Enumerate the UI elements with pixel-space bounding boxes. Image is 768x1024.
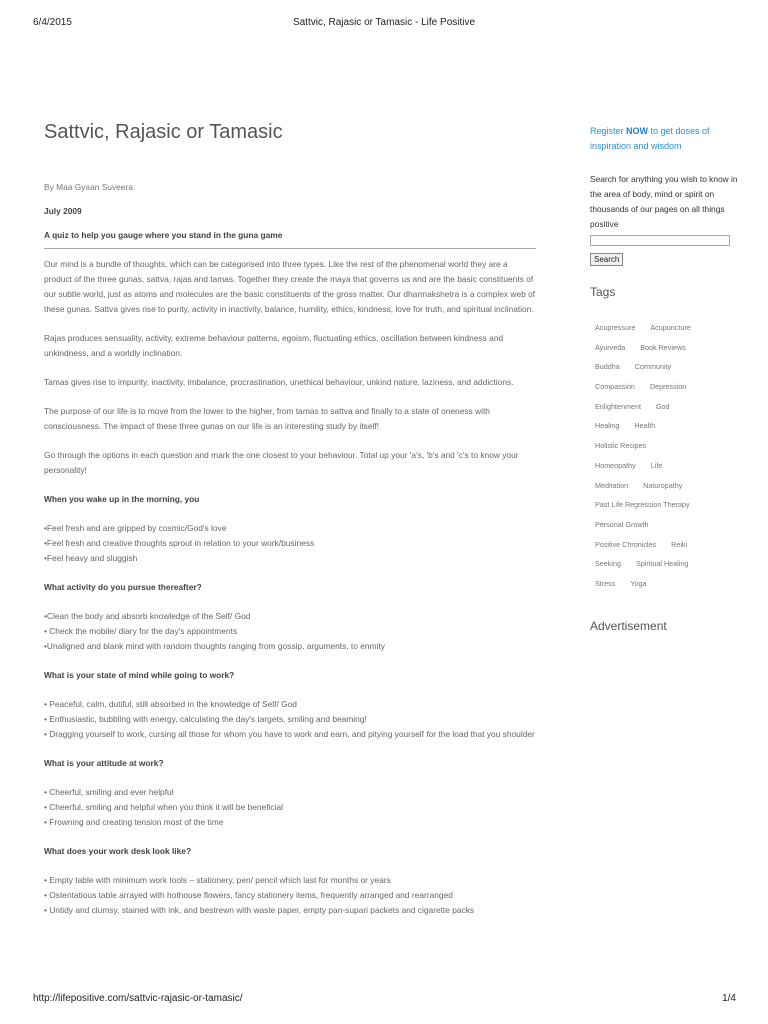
print-date: 6/4/2015 [33, 17, 72, 28]
quiz-option: • Check the mobile/ diary for the day's appointments [44, 626, 238, 636]
print-header [0, 17, 768, 31]
paragraph: Tamas gives rise to impurity, inactivity, imbalance, procrastination, unethical behaviour, unkind nature, laziness, and addictions. [44, 377, 514, 387]
quiz-question: What is your attitude at work? [44, 758, 164, 768]
tag-link[interactable]: Past Life Regression Therapy [595, 500, 690, 510]
search-description: Search for anything you wish to know in the area of body, mind or spirit on thousands of our pages on all things positive [590, 174, 738, 229]
quiz-option: • Ostentatious table arrayed with hothouse flowers, fancy stationery items, frequently arranged and rearranged [44, 890, 453, 900]
sidebar [590, 124, 740, 633]
tag-link[interactable]: Reiki [671, 539, 688, 549]
quiz-option: • Dragging yourself to work, cursing all those for whom you have to work and earn, and pitying yourself for the load that you shoulder [44, 729, 535, 739]
register-now-link[interactable]: NOW [626, 126, 649, 136]
quiz-option: •Feel fresh and creative thoughts sprout in relation to your work/business [44, 538, 315, 548]
tag-link[interactable]: Meditation [595, 480, 629, 490]
tag-link[interactable]: Homeopathy [595, 460, 636, 470]
tags-title: Tags [590, 285, 616, 299]
divider [44, 248, 536, 249]
quiz-option: •Feel fresh and are gripped by cosmic/God's love [44, 523, 227, 533]
tag-link[interactable]: Healing [595, 421, 620, 431]
register-prompt [590, 124, 740, 154]
register-prefix: Register [590, 126, 627, 136]
article-subtitle: A quiz to help you gauge where you stand in the guna game [44, 230, 283, 240]
tag-link[interactable]: Naturopathy [643, 480, 683, 490]
register-suffix: to get doses of inspiration and wisdom [590, 126, 710, 151]
paragraph: The purpose of our life is to move from the lower to the higher, from tamas to sattva and finally to a state of oneness with consciousness. The impact of these three gunas on our life is an interesting study by itself! [44, 406, 490, 431]
article-byline: By Maa Gyaan Suveera [44, 182, 133, 192]
quiz-option: •Unaligned and blank mind with random thoughts ranging from gossip, arguments, to enmity [44, 641, 385, 651]
tag-link[interactable]: Acupressure [595, 323, 636, 332]
print-page-number: 1/4 [722, 993, 736, 1004]
quiz-question: What is your state of mind while going to work? [44, 670, 235, 680]
paragraph: Rajas produces sensuality, activity, extreme behaviour patterns, egoism, fluctuating ethics, oscillation between kindness and unkindness, and a worldly inclination. [44, 333, 504, 358]
quiz-option: • Cheerful, smiling and ever helpful [44, 787, 174, 797]
quiz-options [44, 873, 536, 918]
tag-link[interactable]: Life [650, 460, 663, 470]
tag-link[interactable]: Stress [595, 578, 616, 588]
search-input[interactable] [590, 235, 730, 246]
tag-link[interactable]: God [655, 401, 670, 411]
print-url: http://lifepositive.com/sattvic-rajasic-or-tamasic/ [33, 993, 243, 1004]
tag-link[interactable]: Ayurveda [595, 342, 626, 352]
print-page-title: Sattvic, Rajasic or Tamasic - Life Positive [292, 17, 476, 28]
article-date: July 2009 [44, 206, 82, 216]
quiz-options [44, 609, 536, 654]
article-title: Sattvic, Rajasic or Tamasic [44, 121, 283, 143]
quiz-option: • Frowning and creating tension most of the time [44, 817, 224, 827]
tag-link[interactable]: Seeking [595, 559, 621, 569]
quiz-options [44, 785, 536, 830]
quiz-option: • Empty table with minimum work tools – stationery, pen/ pencil which last for months or years [44, 875, 391, 885]
tag-link[interactable]: Yoga [630, 578, 647, 588]
paragraph: Our mind is a bundle of thoughts, which can be categorised into three types. Like the rest of the phenomenal world they are a product of the three gunas, sattva, rajas and tamas. Together they create the maya that governs us and are the basic constituents of our subtle world, just as atoms and molecules are the basic constituents of the gross matter. Our dharmakshetra is a complex web of these gunas. Sattva gives rise to purity, activity in inactivity, balance, humility, ethics, kindness, love for truth, and spiritual inclination. [44, 259, 536, 314]
quiz-options [44, 697, 536, 742]
tag-link[interactable]: Depression [649, 382, 687, 392]
tag-link[interactable]: Health [634, 421, 656, 431]
quiz-question: What does your work desk look like? [44, 846, 192, 856]
quiz-option: •Clean the body and absorb knowledge of the Self/ God [44, 611, 251, 621]
tag-link[interactable]: Book Reviews [640, 342, 686, 352]
tag-link[interactable]: Positive Chronicles [595, 539, 657, 549]
tag-link[interactable]: Holistic Recipes [595, 441, 647, 451]
quiz-question: What activity do you pursue thereafter? [44, 582, 202, 592]
tag-link[interactable]: Acupuncture [650, 323, 691, 332]
tag-link[interactable]: Enlightenment [595, 401, 641, 411]
tag-link[interactable]: Community [634, 362, 672, 372]
print-footer [0, 993, 768, 1007]
search-button[interactable]: Search [590, 253, 623, 266]
tag-cloud [590, 323, 740, 599]
advertisement-title: Advertisement [590, 618, 667, 633]
quiz-options [44, 521, 536, 566]
tag-link[interactable]: Compassion [595, 382, 635, 392]
quiz-option: • Enthusiastic, bubbling with energy, calculating the day's targets, smiling and beaming! [44, 714, 367, 724]
tag-link[interactable]: Buddha [595, 362, 620, 372]
quiz-question: When you wake up in the morning, you [44, 494, 200, 504]
tag-link[interactable]: Personal Growth [595, 519, 649, 529]
quiz-option: • Peaceful, calm, dutiful, still absorbed in the knowledge of Self/ God [44, 699, 297, 709]
quiz-option: • Cheerful, smiling and helpful when you think it will be beneficial [44, 802, 283, 812]
article [44, 118, 536, 932]
tag-link[interactable]: Spiritual Healing [635, 559, 689, 569]
paragraph: Go through the options in each question and mark the one closest to your behaviour. Total up your 'a's, 'b's and 'c's to know your personality! [44, 450, 519, 475]
quiz-option: •Feel heavy and sluggish [44, 553, 138, 563]
quiz-option: • Untidy and clumsy, stained with ink, and bestrewn with waste paper, empty pan-supari packets and cigarette packs [44, 905, 475, 915]
